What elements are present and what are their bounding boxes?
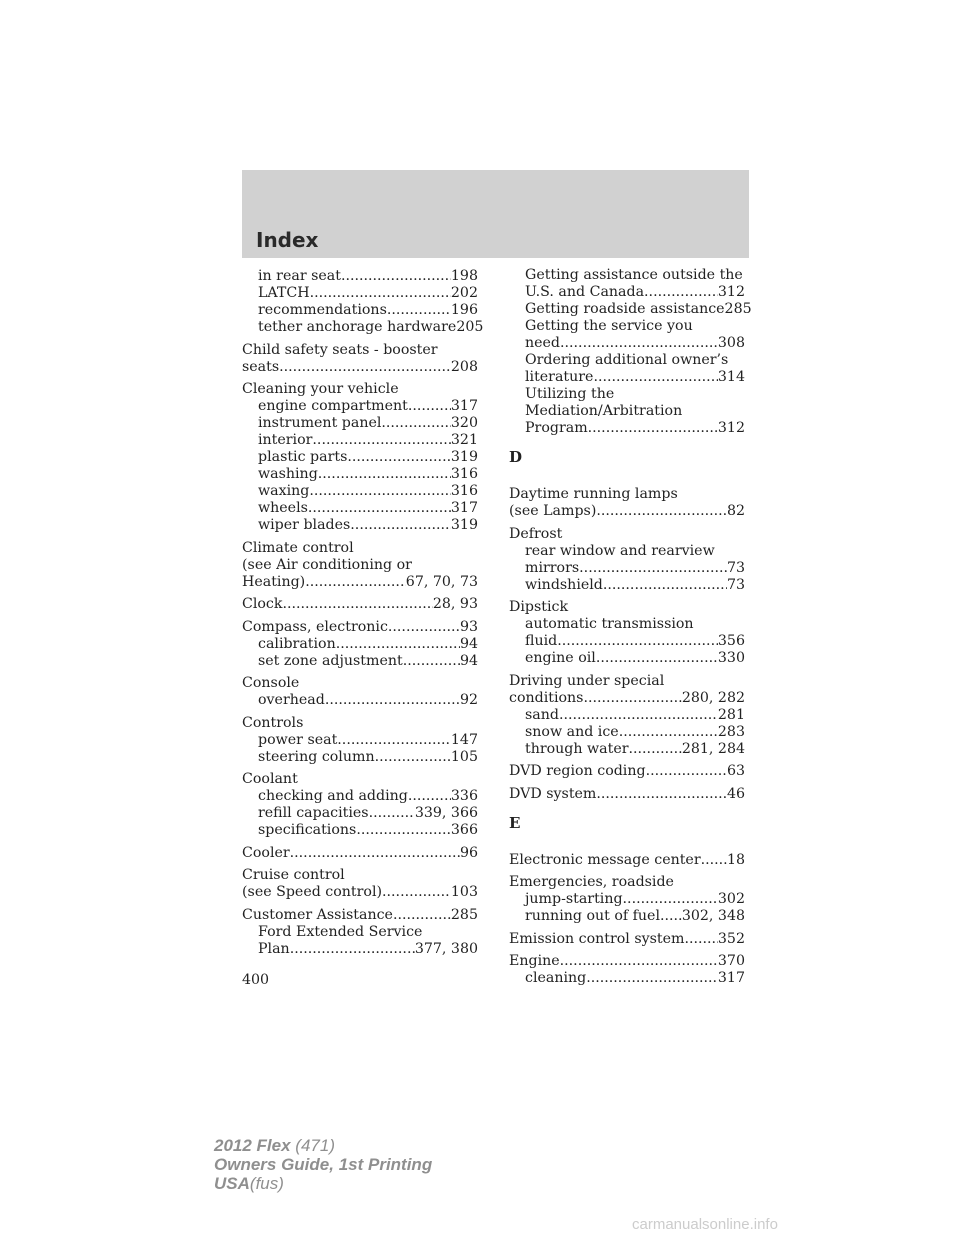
footer-region-code: (fus) <box>249 1174 284 1193</box>
page-reference: 208 <box>450 358 478 375</box>
index-column-left <box>242 268 484 963</box>
page-reference: 317 <box>450 398 478 414</box>
entry-text: snow and ice <box>525 723 619 740</box>
index-entry-line <box>242 342 478 359</box>
index-entry <box>242 540 478 591</box>
dot-leader <box>347 449 451 466</box>
dot-leader <box>336 636 460 653</box>
index-entry <box>242 845 478 862</box>
index-subentry-line <box>242 500 478 517</box>
entry-text: power seat <box>258 731 338 748</box>
dot-leader <box>282 596 432 613</box>
entry-text: Heating) <box>242 573 306 590</box>
dot-leader <box>583 690 681 707</box>
entry-text: Ordering additional owner’s <box>525 352 729 368</box>
index-subentry-line <box>509 543 745 560</box>
dot-leader <box>341 268 451 285</box>
index-subentry-line <box>242 483 478 500</box>
index-subentry-line <box>509 352 745 369</box>
page-reference: 63 <box>726 763 745 779</box>
index-subentry-line <box>509 301 752 318</box>
entry-text: cleaning <box>525 970 587 986</box>
entry-text: Getting assistance outside the <box>525 267 743 283</box>
index-entry-line <box>242 771 478 788</box>
dot-leader <box>644 284 718 301</box>
index-subentry-line <box>509 633 745 650</box>
entry-text: set zone adjustment <box>258 652 403 669</box>
left-entries <box>242 268 484 958</box>
page-reference: 94 <box>459 652 478 669</box>
page-reference: 352 <box>717 930 745 947</box>
page-reference: 302 <box>717 891 745 907</box>
dot-leader <box>290 845 460 862</box>
dot-leader <box>382 884 451 901</box>
index-entry-line <box>242 845 478 862</box>
page-reference: 336 <box>450 788 478 804</box>
entry-text: wheels <box>258 500 308 516</box>
index-subentry-line <box>242 822 478 839</box>
page-reference: 377, 380 <box>414 940 478 957</box>
index-entry-line <box>509 486 745 503</box>
entry-text: Customer Assistance <box>242 906 393 923</box>
page-reference: 281 <box>717 706 745 723</box>
page-reference: 18 <box>726 851 745 868</box>
page-reference: 28, 93 <box>432 596 478 612</box>
index-subentry-line <box>242 432 478 449</box>
dot-leader <box>393 907 451 924</box>
entry-text: sand <box>525 706 559 723</box>
index-subentry-line <box>509 284 745 301</box>
dot-leader <box>557 633 718 650</box>
page-reference: 92 <box>459 692 478 708</box>
page-reference: 147 <box>450 731 478 748</box>
index-entry-line <box>509 673 745 690</box>
dot-leader <box>337 732 451 749</box>
entry-text: conditions <box>509 689 584 706</box>
dot-leader <box>596 503 727 520</box>
dot-leader <box>623 891 718 908</box>
index-subentry-line <box>242 924 478 941</box>
index-subentry-line <box>242 749 478 766</box>
page-reference: 281, 284 <box>681 740 745 757</box>
dot-leader <box>310 285 451 302</box>
dot-leader <box>660 908 682 925</box>
index-entry-line <box>242 540 478 557</box>
entry-text: Child safety seats - booster <box>242 341 438 358</box>
entry-text: checking and adding <box>258 788 408 804</box>
entry-text: through water <box>525 740 629 757</box>
index-subentry-line <box>242 732 478 749</box>
dot-leader <box>596 786 727 803</box>
dot-leader <box>408 788 451 805</box>
page-reference: 316 <box>450 466 478 482</box>
index-entry <box>242 342 478 376</box>
index-entry <box>242 381 478 534</box>
index-subentry-line <box>242 636 478 653</box>
dot-leader <box>603 577 727 594</box>
index-entry-line <box>509 874 745 891</box>
dot-leader <box>308 500 451 517</box>
page-reference: 280, 282 <box>681 689 745 706</box>
entry-text: washing <box>258 466 318 482</box>
index-entry-line <box>509 852 745 869</box>
index-entry <box>509 673 745 758</box>
entry-text: Engine <box>509 953 560 969</box>
footer-region: USA <box>214 1174 250 1193</box>
dot-leader <box>403 653 460 670</box>
entry-text: windshield <box>525 576 603 593</box>
dot-leader <box>596 650 718 667</box>
page-reference: 319 <box>450 517 478 533</box>
page-reference: 370 <box>717 953 745 969</box>
dot-leader <box>309 483 451 500</box>
index-subentry-line <box>242 268 478 285</box>
entry-text: calibration <box>258 635 336 652</box>
print-footer <box>214 1136 432 1193</box>
entry-text: literature <box>525 369 594 385</box>
page-reference: 312 <box>717 420 745 436</box>
entry-text: Emergencies, roadside <box>509 874 674 890</box>
index-subentry-line <box>242 788 478 805</box>
right-entries-d <box>509 486 745 803</box>
index-entry <box>242 715 478 766</box>
index-entry-line <box>242 907 478 924</box>
index-entry <box>242 596 478 613</box>
entry-text: waxing <box>258 483 310 499</box>
index-subentry-line <box>509 386 745 403</box>
dot-leader <box>356 822 451 839</box>
dot-leader <box>629 741 682 758</box>
page-reference: 103 <box>450 884 478 900</box>
entry-text: tether anchorage hardware <box>258 319 457 335</box>
index-entry-line <box>242 867 478 884</box>
page-reference: 320 <box>450 415 478 431</box>
section-letter-e: E <box>509 813 521 832</box>
index-entry <box>509 486 745 520</box>
entry-text: Console <box>242 675 300 691</box>
index-entry-line <box>242 381 478 398</box>
page-reference: 198 <box>450 268 478 284</box>
index-entry <box>242 771 478 839</box>
index-entry-line <box>509 599 745 616</box>
index-entry <box>509 874 745 925</box>
index-entry-line <box>509 953 745 970</box>
index-subentry-line <box>509 560 745 577</box>
entry-text: Ford Extended Service <box>258 923 423 940</box>
index-entry <box>242 907 478 958</box>
index-subentry-line <box>242 517 478 534</box>
entry-text: Emission control system <box>509 930 685 947</box>
dot-leader <box>579 560 727 577</box>
index-entry <box>242 619 478 670</box>
dot-leader <box>388 619 460 636</box>
index-entry <box>509 763 745 780</box>
entry-text: Driving under special <box>509 672 665 689</box>
entry-text: need <box>525 335 561 351</box>
entry-text: Coolant <box>242 771 298 787</box>
index-subentry-line <box>242 319 484 336</box>
page-reference: 314 <box>717 369 745 385</box>
page-number: 400 <box>242 972 270 988</box>
index-subentry-line <box>509 724 745 741</box>
footer-model: 2012 Flex <box>214 1136 291 1155</box>
entry-text: Cooler <box>242 844 290 861</box>
page-reference: 339, 366 <box>414 805 478 821</box>
index-entry <box>242 268 484 336</box>
entry-text: Program <box>525 420 588 436</box>
index-entry-line <box>242 619 478 636</box>
index-subentry-line <box>509 420 745 437</box>
entry-text: running out of fuel <box>525 908 660 924</box>
dot-leader <box>586 970 718 987</box>
entry-text: mirrors <box>525 559 580 576</box>
page-reference: 366 <box>450 822 478 838</box>
index-subentry-line <box>242 466 478 483</box>
index-entry-line <box>509 931 745 948</box>
footer-line-3 <box>214 1174 432 1193</box>
page-reference: 67, 70, 73 <box>405 573 478 590</box>
dot-leader <box>701 852 727 869</box>
entry-text: (see Air conditioning or <box>242 556 412 573</box>
entry-text: (see Lamps) <box>509 503 597 519</box>
index-subentry-line <box>242 449 478 466</box>
footer-line-2: Owners Guide, 1st Printing <box>214 1155 433 1174</box>
dot-leader <box>325 692 460 709</box>
index-subentry-line <box>509 577 745 594</box>
section-letter-d: D <box>509 448 523 466</box>
page-reference: 321 <box>450 432 478 448</box>
entry-text: Defrost <box>509 525 563 542</box>
page-reference: 285 <box>450 906 478 923</box>
index-subentry-line <box>509 616 745 633</box>
index-entry-line <box>242 359 478 376</box>
entry-text: DVD system <box>509 785 597 802</box>
entry-text: DVD region coding <box>509 763 646 779</box>
index-subentry-line <box>509 908 745 925</box>
entry-text: plastic parts <box>258 449 348 465</box>
entry-text: recommendations <box>258 302 387 318</box>
page-reference: 285 <box>724 301 752 317</box>
dot-leader <box>312 432 450 449</box>
index-subentry-line <box>509 369 745 386</box>
dot-leader <box>279 359 451 376</box>
page-reference: 302, 348 <box>681 908 745 924</box>
index-entry <box>509 931 745 948</box>
dot-leader <box>560 953 718 970</box>
index-subentry-line <box>509 267 745 284</box>
index-entry-line <box>242 557 478 574</box>
entry-text: LATCH <box>258 285 310 301</box>
entry-text: steering column <box>258 748 375 765</box>
entry-text: Compass, electronic <box>242 618 388 635</box>
page-reference: 316 <box>450 483 478 499</box>
index-subentry-line <box>509 318 745 335</box>
dot-leader <box>593 369 717 386</box>
index-entry <box>509 267 752 437</box>
index-entry <box>509 852 745 869</box>
index-entry <box>242 867 478 901</box>
page-reference: 205 <box>456 319 484 335</box>
dot-leader <box>290 941 415 958</box>
index-column-right <box>509 267 752 993</box>
page-reference: 196 <box>450 302 478 318</box>
dot-leader <box>559 707 718 724</box>
dot-leader <box>387 302 451 319</box>
page-reference: 319 <box>450 449 478 465</box>
index-entry <box>509 786 745 803</box>
index-subentry-line <box>509 891 745 908</box>
index-entry <box>509 953 745 987</box>
page-reference: 94 <box>459 635 478 652</box>
entry-text: Getting the service you <box>525 318 693 334</box>
entry-text: automatic transmission <box>525 616 694 632</box>
index-header-bar <box>242 170 749 258</box>
index-subentry-line <box>509 970 745 987</box>
entry-text: refill capacities <box>258 805 369 821</box>
index-subentry-line <box>242 398 478 415</box>
index-subentry-line <box>242 302 478 319</box>
dot-leader <box>375 749 451 766</box>
index-entry <box>242 675 478 709</box>
page-reference: 317 <box>450 500 478 516</box>
right-entries-continued <box>509 267 752 437</box>
page-reference: 283 <box>717 723 745 740</box>
entry-text: Daytime running lamps <box>509 486 678 502</box>
entry-text: fluid <box>525 633 558 649</box>
dot-leader <box>588 420 718 437</box>
entry-text: seats <box>242 358 280 375</box>
entry-text: U.S. and Canada <box>525 284 645 300</box>
index-entry <box>509 599 745 667</box>
dot-leader <box>369 805 415 822</box>
entry-text: Cruise control <box>242 867 345 883</box>
footer-line-1 <box>214 1136 432 1155</box>
index-subentry-line <box>509 650 745 667</box>
page-reference: 46 <box>726 785 745 802</box>
dot-leader <box>646 763 727 780</box>
index-entry-line <box>242 574 478 591</box>
index-entry-line <box>509 786 745 803</box>
entry-text: engine oil <box>525 650 596 666</box>
index-subentry-line <box>242 415 478 432</box>
index-subentry-line <box>509 741 745 758</box>
index-subentry-line <box>242 941 478 958</box>
entry-text: Plan <box>258 940 290 957</box>
index-subentry-line <box>509 707 745 724</box>
right-entries-e <box>509 852 745 988</box>
entry-text: Electronic message center <box>509 851 701 868</box>
page-reference: 356 <box>717 633 745 649</box>
page-reference: 308 <box>717 335 745 351</box>
dot-leader <box>560 335 718 352</box>
entry-text: overhead <box>258 692 325 708</box>
page-title: Index <box>256 228 319 252</box>
index-entry-line <box>242 596 478 613</box>
entry-text: Controls <box>242 714 304 731</box>
page-reference: 330 <box>717 650 745 666</box>
page-reference: 96 <box>459 844 478 861</box>
entry-text: wiper blades <box>258 517 351 533</box>
page-reference: 312 <box>717 284 745 300</box>
page-reference: 317 <box>717 970 745 986</box>
entry-text: Climate control <box>242 539 354 556</box>
index-entry-line <box>242 675 478 692</box>
dot-leader <box>305 574 406 591</box>
index-entry <box>509 526 745 594</box>
index-subentry-line <box>242 653 478 670</box>
footer-code: (471) <box>295 1136 335 1155</box>
entry-text: Utilizing the <box>525 386 615 402</box>
entry-text: specifications <box>258 822 357 838</box>
entry-text: engine compartment <box>258 398 408 414</box>
index-subentry-line <box>509 403 745 420</box>
page-reference: 73 <box>726 559 745 576</box>
index-entry-line <box>509 763 745 780</box>
entry-text: in rear seat <box>258 268 341 284</box>
dot-leader <box>350 517 451 534</box>
entry-text: jump-starting <box>525 891 623 907</box>
entry-text: Cleaning your vehicle <box>242 381 399 397</box>
entry-text: interior <box>258 432 313 448</box>
index-subentry-line <box>242 285 478 302</box>
index-entry-line <box>242 884 478 901</box>
dot-leader <box>381 415 451 432</box>
dot-leader <box>318 466 451 483</box>
entry-text: Dipstick <box>509 599 569 615</box>
index-subentry-line <box>509 335 745 352</box>
page-reference: 82 <box>726 503 745 519</box>
entry-text: Clock <box>242 596 283 612</box>
entry-text: rear window and rearview <box>525 542 715 559</box>
index-entry-line <box>509 503 745 520</box>
dot-leader <box>619 724 718 741</box>
page-reference: 202 <box>450 285 478 301</box>
index-entry-line <box>242 715 478 732</box>
entry-text: Mediation/Arbitration <box>525 403 683 419</box>
entry-text: (see Speed control) <box>242 884 383 900</box>
index-entry-line <box>509 690 745 707</box>
entry-text: Getting roadside assistance <box>525 301 725 317</box>
index-entry-line <box>509 526 745 543</box>
index-subentry-line <box>242 692 478 709</box>
watermark: carmanualsonline.info <box>632 1216 778 1233</box>
page-reference: 73 <box>726 576 745 593</box>
entry-text: instrument panel <box>258 415 382 431</box>
dot-leader <box>684 931 717 948</box>
dot-leader <box>408 398 451 415</box>
page-reference: 93 <box>459 618 478 635</box>
index-subentry-line <box>242 805 478 822</box>
page-reference: 105 <box>450 748 478 765</box>
